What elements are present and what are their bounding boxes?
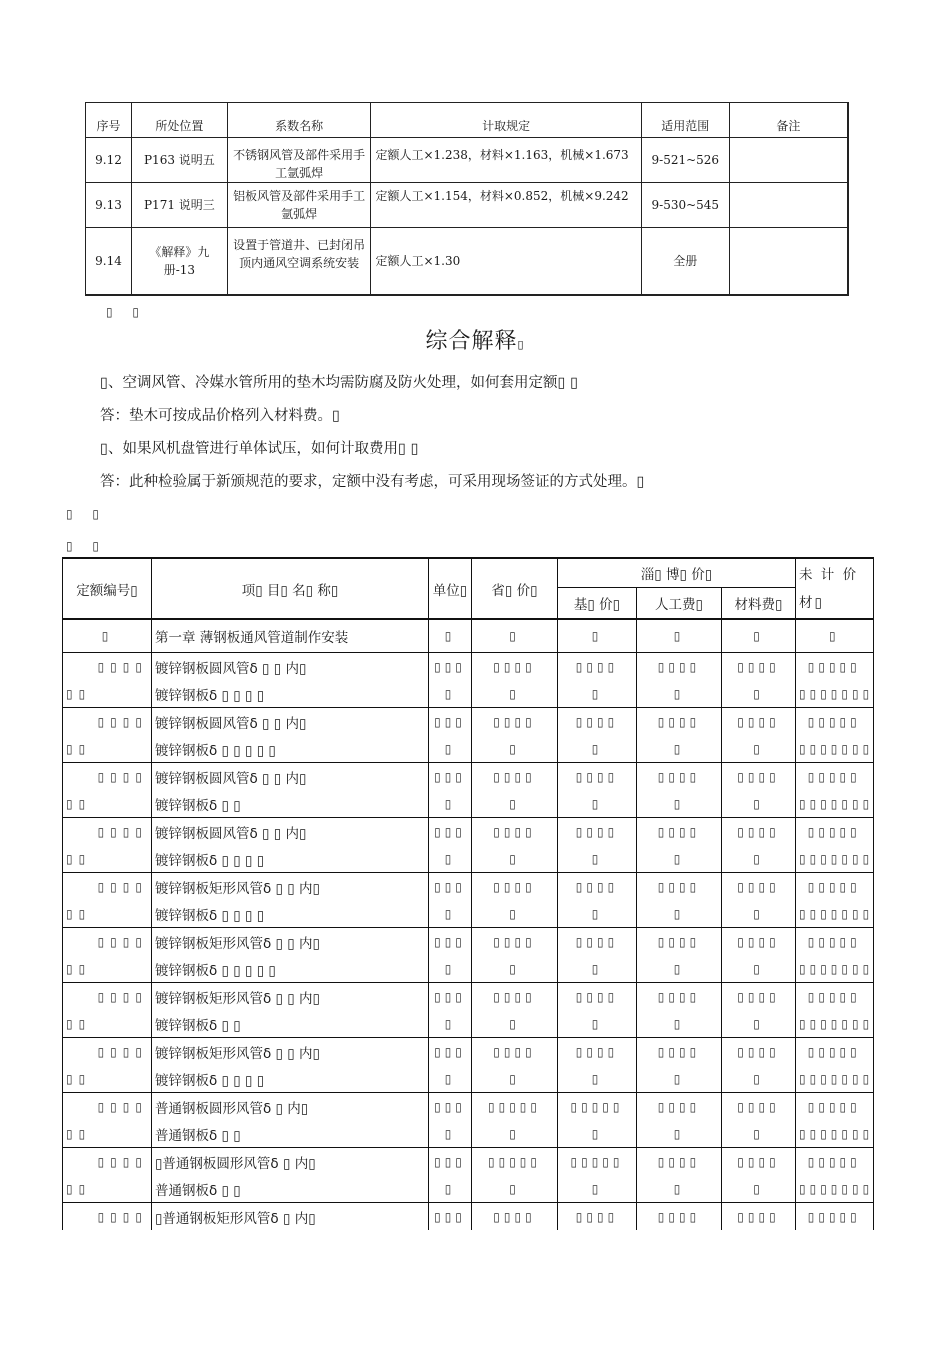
- row-location: P171 说明三: [131, 183, 227, 228]
- unpriced-material: ▯▯▯▯▯▯▯: [796, 1065, 875, 1093]
- row-rule-text: 定额人工×1.238，材料×1.163，机械×1.673: [375, 148, 629, 162]
- unpriced-material: ▯▯▯▯▯▯▯: [796, 845, 875, 873]
- province-price: ▯: [472, 735, 558, 763]
- quota-code: ▯▯▯▯: [63, 1148, 152, 1176]
- labor-cost: ▯▯▯▯: [637, 763, 722, 791]
- header-unpriced-material: 未 计 价 材▯: [796, 558, 875, 619]
- table-row: [63, 900, 875, 928]
- unit: ▯: [429, 955, 472, 983]
- base-price: ▯: [558, 845, 637, 873]
- province-price: ▯: [472, 1010, 558, 1038]
- material-cost: ▯▯▯▯: [722, 818, 796, 846]
- item-name: 镀锌钢板δ ▯ ▯ ▯ ▯: [152, 680, 429, 708]
- item-name: 镀锌钢板圆风管δ ▯ ▯ 内▯: [152, 708, 429, 736]
- base-price: ▯▯▯▯: [558, 818, 637, 846]
- quota-code: ▯▯▯▯: [63, 1203, 152, 1231]
- item-name: 普通钢板δ ▯ ▯: [152, 1175, 429, 1203]
- header-no: 序号: [86, 103, 132, 138]
- material-cost: ▯: [722, 1065, 796, 1093]
- labor-cost: ▯▯▯▯: [637, 818, 722, 846]
- unit: ▯▯▯: [429, 928, 472, 956]
- unit: ▯: [429, 1065, 472, 1093]
- row-rule-text: 定额人工×1.154，材料×0.852，机械×9.242: [375, 189, 629, 203]
- header-rule: 计取规定: [371, 103, 641, 138]
- row-location: P163 说明五: [131, 138, 227, 183]
- unit: ▯: [429, 1010, 472, 1038]
- row-rule: 定额人工×1.30: [371, 228, 641, 296]
- chapter-mark: ▯: [558, 619, 637, 653]
- base-price: ▯: [558, 1120, 637, 1148]
- header-item-name: 项▯ 目▯ 名▯ 称▯: [152, 558, 429, 619]
- table-row: [63, 763, 875, 791]
- material-cost: ▯▯▯▯: [722, 1148, 796, 1176]
- province-price: ▯▯▯▯: [472, 928, 558, 956]
- labor-cost: ▯▯▯▯: [637, 1148, 722, 1176]
- quota-code: ▯▯▯▯: [63, 983, 152, 1011]
- base-price: ▯▯▯▯: [558, 1203, 637, 1231]
- unit: ▯: [429, 1120, 472, 1148]
- row-scope: 9-521~526: [641, 138, 729, 183]
- province-price: ▯▯▯▯▯: [472, 1148, 558, 1176]
- province-price: ▯▯▯▯: [472, 983, 558, 1011]
- material-cost: ▯: [722, 1120, 796, 1148]
- item-name: 镀锌钢板矩形风管δ ▯ ▯ 内▯: [152, 928, 429, 956]
- item-name: 镀锌钢板δ ▯ ▯ ▯ ▯: [152, 1065, 429, 1093]
- title-mark: ▯: [517, 338, 525, 351]
- row-rule: [371, 183, 641, 228]
- unpriced-material: ▯▯▯▯▯: [796, 763, 875, 791]
- item-name: 镀锌钢板δ ▯ ▯ ▯ ▯: [152, 845, 429, 873]
- base-price: ▯: [558, 1065, 637, 1093]
- quota-table: [62, 557, 874, 1230]
- quota-code: ▯▯: [63, 1010, 152, 1038]
- header-base-price: 基▯ 价▯: [558, 588, 637, 620]
- province-price: ▯: [472, 900, 558, 928]
- chapter-mark: ▯: [429, 619, 472, 653]
- table-row: [63, 790, 875, 818]
- material-cost: ▯▯▯▯: [722, 1038, 796, 1066]
- unit: ▯: [429, 735, 472, 763]
- unit: ▯▯▯: [429, 873, 472, 901]
- base-price: ▯▯▯▯: [558, 873, 637, 901]
- province-price: ▯▯▯▯: [472, 708, 558, 736]
- base-price: ▯▯▯▯: [558, 763, 637, 791]
- quota-code: ▯▯: [63, 790, 152, 818]
- unit: ▯▯▯: [429, 1203, 472, 1231]
- table-row: [63, 1038, 875, 1066]
- base-price: ▯: [558, 680, 637, 708]
- province-price: ▯: [472, 790, 558, 818]
- chapter-mark: ▯: [472, 619, 558, 653]
- base-price: ▯: [558, 1175, 637, 1203]
- labor-cost: ▯: [637, 845, 722, 873]
- material-cost: ▯▯▯▯: [722, 653, 796, 681]
- unpriced-material: ▯▯▯▯▯▯▯: [796, 680, 875, 708]
- unpriced-material: ▯▯▯▯▯▯▯: [796, 1010, 875, 1038]
- unpriced-material: ▯▯▯▯▯▯▯: [796, 735, 875, 763]
- quota-code: ▯▯: [63, 1065, 152, 1093]
- province-price: ▯▯▯▯▯: [472, 1093, 558, 1121]
- unpriced-material: ▯▯▯▯▯: [796, 928, 875, 956]
- item-name: 镀锌钢板圆风管δ ▯ ▯ 内▯: [152, 653, 429, 681]
- row-coef-name: [227, 183, 371, 228]
- unpriced-material: ▯▯▯▯▯: [796, 818, 875, 846]
- labor-cost: ▯▯▯▯: [637, 983, 722, 1011]
- province-price: ▯▯▯▯: [472, 818, 558, 846]
- row-note: [729, 183, 848, 228]
- row-rule: [371, 138, 641, 183]
- item-name: 镀锌钢板矩形风管δ ▯ ▯ 内▯: [152, 983, 429, 1011]
- base-price: ▯▯▯▯: [558, 928, 637, 956]
- province-price: ▯: [472, 1175, 558, 1203]
- quota-code: ▯▯: [63, 955, 152, 983]
- base-price: ▯▯▯▯▯: [558, 1148, 637, 1176]
- material-cost: ▯: [722, 955, 796, 983]
- province-price: ▯▯▯▯: [472, 1038, 558, 1066]
- material-cost: ▯▯▯▯: [722, 873, 796, 901]
- labor-cost: ▯: [637, 900, 722, 928]
- base-price: ▯: [558, 790, 637, 818]
- labor-cost: ▯: [637, 1175, 722, 1203]
- quota-code: ▯▯▯▯: [63, 763, 152, 791]
- unpriced-material: ▯▯▯▯▯▯▯: [796, 955, 875, 983]
- chapter-title: 第一章 薄钢板通风管道制作安装: [152, 619, 429, 653]
- material-cost: ▯: [722, 845, 796, 873]
- quota-code: ▯▯: [63, 1175, 152, 1203]
- row-coef-name: [227, 228, 371, 296]
- province-price: ▯: [472, 680, 558, 708]
- table-row: [63, 680, 875, 708]
- chapter-mark: ▯: [637, 619, 722, 653]
- base-price: ▯: [558, 1010, 637, 1038]
- province-price: ▯: [472, 1065, 558, 1093]
- unit: ▯: [429, 900, 472, 928]
- unpriced-material: ▯▯▯▯▯: [796, 983, 875, 1011]
- unit: ▯▯▯: [429, 1148, 472, 1176]
- unpriced-material: ▯▯▯▯▯▯▯: [796, 1120, 875, 1148]
- unit: ▯▯▯: [429, 1093, 472, 1121]
- table-row: [63, 873, 875, 901]
- table-row: [63, 1175, 875, 1203]
- unpriced-material: ▯▯▯▯▯▯▯: [796, 1175, 875, 1203]
- province-price: ▯: [472, 845, 558, 873]
- chapter-mark: ▯: [796, 619, 875, 653]
- table-row: [63, 653, 875, 681]
- table-row: [63, 1120, 875, 1148]
- item-name: 镀锌钢板δ ▯ ▯: [152, 1010, 429, 1038]
- labor-cost: ▯: [637, 790, 722, 818]
- quota-table-header: [63, 558, 875, 588]
- table-row: [63, 1203, 875, 1231]
- province-price: ▯▯▯▯: [472, 653, 558, 681]
- labor-cost: ▯▯▯▯: [637, 653, 722, 681]
- unit: ▯▯▯: [429, 708, 472, 736]
- header-unit: 单位▯: [429, 558, 472, 619]
- item-name: 镀锌钢板δ ▯ ▯ ▯ ▯: [152, 900, 429, 928]
- material-cost: ▯: [722, 900, 796, 928]
- placeholder-glyphs: ▯ ▯: [106, 305, 148, 319]
- unpriced-material: ▯▯▯▯▯: [796, 708, 875, 736]
- header-coef-name: 系数名称: [227, 103, 371, 138]
- row-note: [729, 138, 848, 183]
- row-coef-name-text: 不锈钢风管及部件采用手工氩弧焊: [233, 148, 366, 180]
- table-row: [63, 1065, 875, 1093]
- base-price: ▯▯▯▯▯: [558, 1093, 637, 1121]
- labor-cost: ▯▯▯▯: [637, 1203, 722, 1231]
- row-scope: 全册: [641, 228, 729, 296]
- item-name: 镀锌钢板δ ▯ ▯ ▯ ▯ ▯: [152, 955, 429, 983]
- material-cost: ▯▯▯▯: [722, 928, 796, 956]
- header-zibo-price: 淄▯ 博▯ 价▯: [558, 558, 796, 588]
- header-location: 所处位置: [131, 103, 227, 138]
- header-province-price: 省▯ 价▯: [472, 558, 558, 619]
- table-row: [63, 708, 875, 736]
- material-cost: ▯: [722, 680, 796, 708]
- quota-code: ▯▯▯▯: [63, 653, 152, 681]
- material-cost: ▯▯▯▯: [722, 983, 796, 1011]
- table-row: [86, 183, 849, 228]
- quota-code: ▯▯▯▯: [63, 708, 152, 736]
- unpriced-material: ▯▯▯▯▯: [796, 1148, 875, 1176]
- table-row: [86, 138, 849, 183]
- material-cost: ▯: [722, 1010, 796, 1038]
- unit: ▯: [429, 680, 472, 708]
- labor-cost: ▯▯▯▯: [637, 1038, 722, 1066]
- quota-code: ▯▯: [63, 900, 152, 928]
- item-name: ▯普通钢板矩形风管δ ▯ 内▯: [152, 1203, 429, 1231]
- province-price: ▯▯▯▯: [472, 873, 558, 901]
- material-cost: ▯▯▯▯: [722, 763, 796, 791]
- labor-cost: ▯: [637, 680, 722, 708]
- quota-code: ▯▯: [63, 735, 152, 763]
- base-price: ▯: [558, 900, 637, 928]
- header-scope: 适用范围: [641, 103, 729, 138]
- section-title-text: 综合解释: [425, 329, 518, 354]
- header-code: 定额编号▯: [63, 558, 152, 619]
- item-name: 镀锌钢板矩形风管δ ▯ ▯ 内▯: [152, 873, 429, 901]
- unpriced-material: ▯▯▯▯▯: [796, 873, 875, 901]
- question-2: ▯、如果风机盘管进行单体试压，如何计取费用▯ ▯: [100, 441, 419, 457]
- base-price: ▯: [558, 735, 637, 763]
- material-cost: ▯: [722, 790, 796, 818]
- material-cost: ▯▯▯▯: [722, 708, 796, 736]
- item-name: 普通钢板圆形风管δ ▯ 内▯: [152, 1093, 429, 1121]
- unpriced-material: ▯▯▯▯▯: [796, 1038, 875, 1066]
- chapter-mark: ▯: [63, 619, 152, 653]
- quota-code: ▯▯▯▯: [63, 1038, 152, 1066]
- row-no: 9.13: [86, 183, 132, 228]
- labor-cost: ▯▯▯▯: [637, 1093, 722, 1121]
- quota-code: ▯▯▯▯: [63, 818, 152, 846]
- base-price: ▯▯▯▯: [558, 983, 637, 1011]
- quota-code: ▯▯▯▯: [63, 928, 152, 956]
- material-cost: ▯▯▯▯: [722, 1203, 796, 1231]
- province-price: ▯▯▯▯: [472, 763, 558, 791]
- quota-table-wrapper: [62, 557, 874, 1357]
- material-cost: ▯▯▯▯: [722, 1093, 796, 1121]
- base-price: ▯▯▯▯: [558, 708, 637, 736]
- labor-cost: ▯: [637, 735, 722, 763]
- unit: ▯▯▯: [429, 1038, 472, 1066]
- table-row: [63, 928, 875, 956]
- quota-code: ▯▯▯▯: [63, 873, 152, 901]
- coefficient-table-header: [86, 103, 849, 138]
- item-name: 镀锌钢板圆风管δ ▯ ▯ 内▯: [152, 763, 429, 791]
- labor-cost: ▯▯▯▯: [637, 928, 722, 956]
- quota-code: ▯▯: [63, 680, 152, 708]
- item-name: ▯普通钢板圆形风管δ ▯ 内▯: [152, 1148, 429, 1176]
- unit: ▯▯▯: [429, 763, 472, 791]
- table-row: [63, 1093, 875, 1121]
- material-cost: ▯: [722, 1175, 796, 1203]
- province-price: ▯: [472, 955, 558, 983]
- row-no: 9.12: [86, 138, 132, 183]
- quota-code: ▯▯▯▯: [63, 1093, 152, 1121]
- row-scope: 9-530~545: [641, 183, 729, 228]
- row-coef-name-text: 设置于管道井、已封闭吊顶内通风空调系统安装: [233, 238, 366, 270]
- chapter-mark: ▯: [722, 619, 796, 653]
- row-coef-name: [227, 138, 371, 183]
- province-price: ▯: [472, 1120, 558, 1148]
- quota-code: ▯▯: [63, 1120, 152, 1148]
- province-price: ▯▯▯▯: [472, 1203, 558, 1231]
- answer-2: 答：此种检验属于新颁规范的要求，定额中没有考虑，可采用现场签证的方式处理。▯: [100, 474, 645, 490]
- unpriced-material: ▯▯▯▯▯: [796, 1093, 875, 1121]
- table-row: [86, 228, 849, 296]
- item-name: 镀锌钢板圆风管δ ▯ ▯ 内▯: [152, 818, 429, 846]
- base-price: ▯▯▯▯: [558, 653, 637, 681]
- unpriced-material: ▯▯▯▯▯▯▯: [796, 900, 875, 928]
- labor-cost: ▯▯▯▯: [637, 873, 722, 901]
- labor-cost: ▯: [637, 955, 722, 983]
- coefficient-table: [85, 102, 849, 296]
- unit: ▯: [429, 790, 472, 818]
- table-row: [63, 1010, 875, 1038]
- chapter-row: [63, 619, 875, 653]
- labor-cost: ▯: [637, 1120, 722, 1148]
- unpriced-material: ▯▯▯▯▯▯▯: [796, 790, 875, 818]
- unit: ▯▯▯: [429, 818, 472, 846]
- placeholder-glyphs: ▯ ▯: [66, 507, 108, 521]
- item-name: 镀锌钢板δ ▯ ▯ ▯ ▯ ▯: [152, 735, 429, 763]
- table-row: [63, 983, 875, 1011]
- section-title: [0, 324, 950, 355]
- item-name: 普通钢板δ ▯ ▯: [152, 1120, 429, 1148]
- base-price: ▯: [558, 955, 637, 983]
- row-coef-name-text: 铝板风管及部件采用手工氩弧焊: [233, 189, 366, 221]
- placeholder-glyphs: ▯ ▯: [66, 539, 108, 553]
- question-1: ▯、空调风管、冷媒水管所用的垫木均需防腐及防火处理，如何套用定额▯ ▯: [100, 375, 579, 391]
- base-price: ▯▯▯▯: [558, 1038, 637, 1066]
- quota-code: ▯▯: [63, 845, 152, 873]
- row-note: [729, 228, 848, 296]
- labor-cost: ▯: [637, 1065, 722, 1093]
- item-name: 镀锌钢板δ ▯ ▯: [152, 790, 429, 818]
- labor-cost: ▯: [637, 1010, 722, 1038]
- header-labor-cost: 人工费▯: [637, 588, 722, 620]
- unit: ▯▯▯: [429, 983, 472, 1011]
- unpriced-material: ▯▯▯▯▯: [796, 1203, 875, 1231]
- table-row: [63, 845, 875, 873]
- header-note: 备注: [729, 103, 848, 138]
- table-row: [63, 735, 875, 763]
- unit: ▯: [429, 845, 472, 873]
- answer-1: 答：垫木可按成品价格列入材料费。▯: [100, 408, 340, 424]
- unit: ▯▯▯: [429, 653, 472, 681]
- table-row: [63, 1148, 875, 1176]
- material-cost: ▯: [722, 735, 796, 763]
- table-row: [63, 955, 875, 983]
- labor-cost: ▯▯▯▯: [637, 708, 722, 736]
- row-no: 9.14: [86, 228, 132, 296]
- unpriced-material: ▯▯▯▯▯: [796, 653, 875, 681]
- unit: ▯: [429, 1175, 472, 1203]
- item-name: 镀锌钢板矩形风管δ ▯ ▯ 内▯: [152, 1038, 429, 1066]
- header-material-cost: 材料费▯: [722, 588, 796, 620]
- row-location: 《解释》九册-13: [131, 228, 227, 296]
- table-row: [63, 818, 875, 846]
